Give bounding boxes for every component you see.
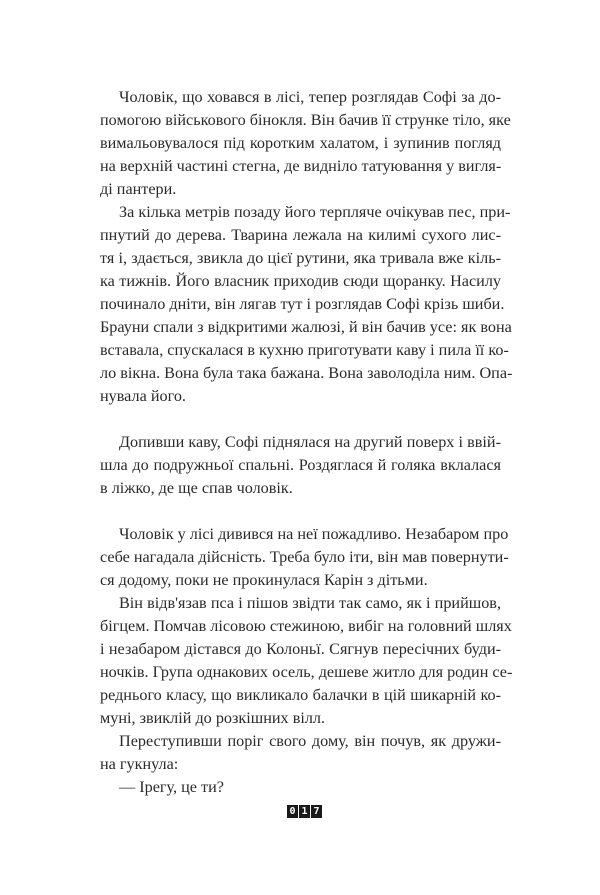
text-line: — Ірегу, це ти? <box>119 778 224 796</box>
text-line: ло вікна. Вона була така бажана. Вона заволоділа ним. Опа- <box>100 364 513 382</box>
text-line: вставала, спускалася в кухню приготувати каву і пила її ко- <box>100 341 509 359</box>
text-line: Переступивши поріг свого дому, він почув, як дружи- <box>119 732 501 750</box>
text-line: реднього класу, що викликало балачки в цій шикарній ко- <box>100 686 501 704</box>
text-line: тя і, здається, звикла до цієї рутини, яка тривала вже кіль- <box>100 249 501 267</box>
text-line: За кілька метрів позаду його терпляче очікував пес, при- <box>119 203 511 221</box>
text-line: в ліжко, де ще спав чоловік. <box>100 479 293 497</box>
text-line: себе нагадала дійсність. Треба було іти, він мав повернути- <box>100 548 509 566</box>
text-line: Брауни спали з відкритими жалюзі, й він бачив усе: як вона <box>100 318 512 336</box>
paragraph <box>100 776 501 799</box>
text-line: шла до подружньої спальні. Роздяглася й голяка вклалася <box>100 456 501 474</box>
paragraph <box>100 201 513 408</box>
paragraph <box>100 523 509 592</box>
text-line: на верхній частині стегна, де видніло татуювання у вигля- <box>100 157 502 175</box>
text-line: бігцем. Помчав лісовою стежиною, вибіг на головний шлях <box>100 617 512 635</box>
text-line: пнутий до дерева. Тварина лежала на килимі сухого лис- <box>100 226 501 244</box>
paragraph <box>100 730 501 776</box>
text-line: ка тижнів. Його власник приходив сюди щоранку. Насилу <box>100 272 501 290</box>
text-line: починало дніти, він лягав тут і розглядав Софі крізь шиби. <box>100 295 505 313</box>
text-line: на гукнула: <box>100 755 179 773</box>
paragraph <box>100 592 513 730</box>
text-line: нувала його. <box>100 387 186 405</box>
text-line: Допивши каву, Софі піднялася на другий поверх і ввій- <box>119 433 501 451</box>
page-number-digit: 7 <box>311 805 322 818</box>
text-line: ночків. Група однакових осель, дешеве житло для родин се- <box>100 663 513 681</box>
text-line: Чоловік у лісі дивився на неї пожадливо. Незабаром про <box>119 525 509 543</box>
paragraph <box>100 86 511 201</box>
paragraph <box>100 431 501 500</box>
text-line: помогою військового бінокля. Він бачив її струнке тіло, яке <box>100 111 511 129</box>
book-page-text <box>100 86 513 799</box>
text-line: Чоловік, що ховався в лісі, тепер розглядав Софі за до- <box>119 88 501 106</box>
text-line: ся додому, поки не прокинулася Карін з дітьми. <box>100 571 428 589</box>
page-number <box>287 805 322 818</box>
text-line: Він відв'язав пса і пішов звідти так само, як і прийшов, <box>119 594 501 612</box>
text-line: муні, звиклій до розкішних вілл. <box>100 709 326 727</box>
page-number-digit: 1 <box>299 805 310 818</box>
text-line: і незабаром дістався до Колоньї. Сягнув пересічних буди- <box>100 640 501 658</box>
text-line: вимальовувалося під коротким халатом, і зупинив погляд <box>100 134 501 152</box>
page-number-digit: 0 <box>287 805 298 818</box>
text-line: ді пантери. <box>100 180 177 198</box>
